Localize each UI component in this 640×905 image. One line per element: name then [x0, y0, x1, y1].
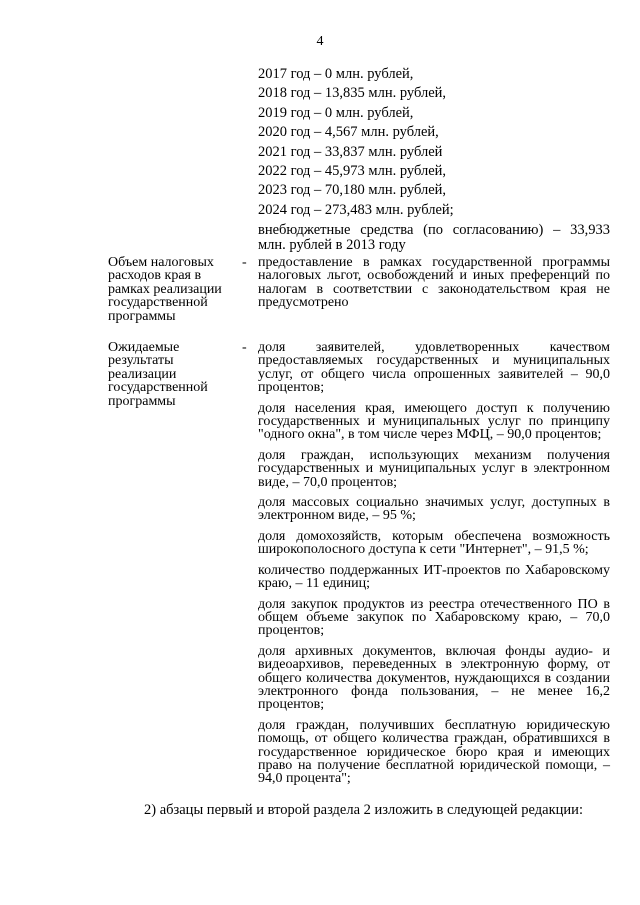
page-number: 4: [316, 34, 324, 49]
amendment-instruction: 2) абзацы первый и второй раздела 2 изложить в следующей редакции:: [144, 802, 583, 818]
expected-results-row: [108, 341, 610, 796]
funding-line: 2020 год – 4,567 млн. рублей,: [258, 124, 439, 141]
funding-line: 2024 год – 273,483 млн. рублей;: [258, 201, 454, 218]
results-row-dash: -: [242, 340, 247, 355]
funding-line: 2017 год – 0 млн. рублей,: [258, 66, 414, 82]
result-item: доля граждан, получивших бесплатную юридическую помощь, от общего количества граждан, обратившихся в государственное юридическое бюро края и имеющих право на получение бесплатной юридической помощи, – 94,0 процента";: [258, 717, 610, 787]
funding-extrabudgetary: внебюджетные средства (по согласованию) – 33,933 млн. рублей в 2013 году: [258, 222, 610, 254]
result-item: доля населения края, имеющего доступ к получению государственных и муниципальных услуг по принципу "одного окна", в том числе через МФЦ, – 90,0 процентов;: [258, 400, 610, 443]
funding-line: 2023 год – 70,180 млн. рублей,: [258, 182, 447, 199]
funding-line: 2021 год – 33,837 млн. рублей: [258, 143, 443, 160]
tax-row-dash: -: [242, 255, 247, 270]
funding-line: 2019 год – 0 млн. рублей,: [258, 104, 414, 121]
result-item: доля заявителей, удовлетворенных качеством предоставляемых государственных и муниципальных услуг, от общего числа опрошенных заявителей – 90,0 процентов;: [258, 340, 610, 396]
funding-line: 2022 год – 45,973 млн. рублей,: [258, 162, 447, 179]
tax-expenditure-row: [108, 256, 610, 336]
results-row-label: Ожидаемые результаты реализации государственной программы: [108, 340, 208, 409]
result-item: доля архивных документов, включая фонды аудио- и видеоархивов, переведенных в электронную форму, от общего количества документов, нуждающихся в создании электронного фонда пользования, – не менее 16,2 процентов;: [258, 643, 610, 713]
tax-row-label: Объем налоговых расходов края в рамках реализации государственной программы: [108, 255, 222, 324]
result-item: доля массовых социально значимых услуг, доступных в электронном виде, – 95 %;: [258, 495, 610, 524]
result-item: доля домохозяйств, которым обеспечена возможность широкополосного доступа к сети "Интернет", – 91,5 %;: [258, 528, 610, 558]
result-item: доля закупок продуктов из реестра отечественного ПО в общем объеме закупок по Хабаровскому краю, – 70,0 процентов;: [258, 596, 610, 639]
results-list: [258, 341, 610, 793]
funding-line: 2018 год – 13,835 млн. рублей,: [258, 85, 447, 102]
result-item: доля граждан, использующих механизм получения государственных и муниципальных услуг в электронном виде, – 70,0 процентов;: [258, 447, 610, 490]
result-item: количество поддержанных ИТ-проектов по Хабаровскому краю, – 11 единиц;: [258, 562, 610, 592]
funding-block: [258, 66, 610, 253]
tax-row-text: предоставление в рамках государственной программы налоговых льгот, освобождений и иных преференций по налогам в соответствии с законодательством края не предусмотрено: [258, 255, 610, 311]
